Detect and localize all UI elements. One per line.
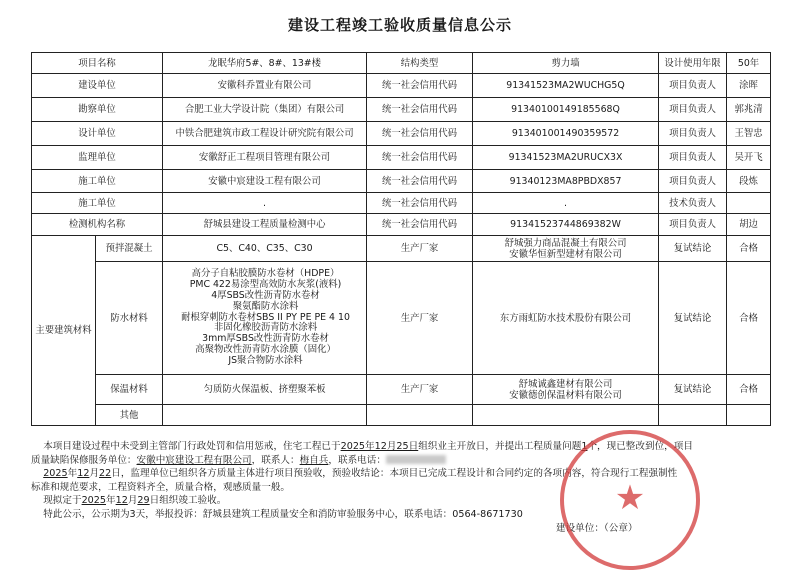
testing-code-label: 统一社会信用代码 (367, 214, 473, 236)
accept-day: 29 (137, 495, 150, 507)
result-value (727, 405, 771, 426)
note-line-4: 标准和规范要求，工程资料齐全，质量合格，观感质量一般。 (31, 481, 291, 493)
spec-line: 聚氨酯防水涂料 (232, 300, 299, 312)
material-spec: C5、C40、C35、C30 (163, 236, 367, 262)
supervision-code: 91341523MA2URUCX3X (473, 146, 659, 170)
note-text: 年 (67, 468, 78, 480)
row-project (32, 53, 771, 74)
spec-line: 耐根穿刺防水卷材SBS II PY PE PE 4 10 (181, 311, 350, 323)
supervision-label: 监理单位 (32, 146, 163, 170)
material-label: 防水材料 (96, 262, 163, 375)
note-text: 个，现已整改到位，项目 (587, 441, 693, 452)
maker-cell (473, 236, 659, 262)
construction-label: 施工单位 (32, 170, 163, 193)
pre-accept-month: 12 (77, 468, 90, 480)
life-label: 设计使用年限 (659, 53, 727, 74)
spec-line: 高聚物改性沥青防水涂膜（固化） (195, 343, 336, 355)
row-waterproof (32, 262, 771, 375)
note-text: 质量缺陷保修服务单位： (31, 454, 137, 466)
row-design (32, 122, 771, 146)
maker-label (367, 405, 473, 426)
builder-unit: 安徽科乔置业有限公司 (163, 74, 367, 98)
survey-label: 勘察单位 (32, 98, 163, 122)
spec-line: 非固化橡胶沥青防水涂料 (213, 322, 318, 334)
note-text: 现拟定于 (43, 495, 82, 507)
note-text: ，联系电话： (328, 454, 386, 466)
life-value: 50年 (727, 53, 771, 74)
builder-code-label: 统一社会信用代码 (367, 74, 473, 98)
builder-person: 涂晖 (727, 74, 771, 98)
supervision-person: 吴开飞 (727, 146, 771, 170)
testing-person-label: 项目负责人 (659, 214, 727, 236)
design-code: 913401001490359572 (473, 122, 659, 146)
supervision-unit: 安徽舒正工程项目管理有限公司 (163, 146, 367, 170)
row-construction-2 (32, 193, 771, 214)
builder-label: 建设单位 (32, 74, 163, 98)
note-text: ，联系人： (251, 454, 300, 466)
row-builder (32, 74, 771, 98)
row-construction (32, 170, 771, 193)
builder-person-label: 项目负责人 (659, 74, 727, 98)
spec-line: 高分子自粘胶膜防水卷材（HDPE） (191, 268, 340, 280)
survey-person-label: 项目负责人 (659, 98, 727, 122)
material-label: 保温材料 (96, 375, 163, 405)
seal-star-icon: ★ (614, 478, 646, 518)
contact-person: 梅自兵 (299, 454, 329, 466)
accept-year: 2025 (81, 495, 106, 507)
testing-person: 胡边 (727, 214, 771, 236)
spec-line: JS聚合物防水涂料 (228, 354, 303, 366)
testing-unit: 舒城县建设工程质量检测中心 (163, 214, 367, 236)
note-text: 月 (89, 468, 100, 480)
spec-line: PMC 422易涂型高效防水灰浆(液料) (189, 279, 342, 291)
issue-count: 1 (581, 441, 588, 452)
note-text: 日，监理单位已组织各方质量主体进行项目预验收，预验收结论：本项目已完成工程设计和合同约定的各项内容，符合现行工程强制性 (111, 468, 678, 480)
testing-code: 91341523744869382W (473, 214, 659, 236)
note-text: 特此公示，公示期为3天，举报投诉：舒城县建筑工程质量安全和消防审验服务中心，联系电话：0564-8671730 (43, 508, 523, 520)
redacted-phone (386, 455, 446, 464)
note-text: 月 (127, 495, 138, 507)
company-seal (560, 430, 700, 570)
material-spec-list (163, 262, 367, 375)
result-label: 复试结论 (659, 236, 727, 262)
result-value: 合格 (727, 236, 771, 262)
row-other (32, 405, 771, 426)
construction-person-label: 项目负责人 (659, 170, 727, 193)
result-label: 复试结论 (659, 375, 727, 405)
construction-code: 91340123MA8PBDX857 (473, 170, 659, 193)
construction2-person-label: 技术负责人 (659, 193, 727, 214)
construction2-code: . (473, 193, 659, 214)
pre-accept-day: 22 (99, 468, 112, 480)
spec-line: 3mm厚SBS改性沥青防水卷材 (202, 333, 329, 345)
spec-line: 4厚SBS改性沥青防水卷材 (211, 290, 320, 301)
maker-cell (473, 375, 659, 405)
design-person-label: 项目负责人 (659, 122, 727, 146)
design-unit: 中铁合肥建筑市政工程设计研究院有限公司 (163, 122, 367, 146)
project-label: 项目名称 (32, 53, 163, 74)
survey-person: 郭兆清 (727, 98, 771, 122)
supervision-code-label: 统一社会信用代码 (367, 146, 473, 170)
maker-line: 安徽德创保温材料有限公司 (509, 389, 622, 401)
supervision-person-label: 项目负责人 (659, 146, 727, 170)
materials-group-label: 主要建筑材料 (32, 236, 96, 426)
design-label: 设计单位 (32, 122, 163, 146)
note-line-7: 建设单位：（公章） (556, 522, 638, 534)
maker-line: 舒城强力商品混凝土有限公司 (504, 237, 627, 249)
construction2-person (727, 193, 771, 214)
result-label (659, 405, 727, 426)
builder-code: 91341523MA2WUCHG5Q (473, 74, 659, 98)
survey-unit: 合肥工业大学设计院（集团）有限公司 (163, 98, 367, 122)
design-person: 王智忠 (727, 122, 771, 146)
row-supervision (32, 146, 771, 170)
construction2-label: 施工单位 (32, 193, 163, 214)
material-label: 预拌混凝土 (96, 236, 163, 262)
row-testing (32, 214, 771, 236)
struct-value: 剪力墙 (473, 53, 659, 74)
construction-person: 段炼 (727, 170, 771, 193)
warranty-unit: 安徽中宸建设工程有限公司 (136, 454, 252, 466)
info-table (31, 52, 771, 426)
open-day-date: 2025年12月25日 (340, 441, 419, 452)
struct-label: 结构类型 (367, 53, 473, 74)
note-text: 日组织竣工验收。 (149, 495, 227, 507)
maker-label: 生产厂家 (367, 262, 473, 375)
note-text: 组织业主开放日，并提出工程质量问题 (418, 441, 582, 452)
project-name: 龙眠华府5#、8#、13#楼 (163, 53, 367, 74)
row-concrete (32, 236, 771, 262)
maker-label: 生产厂家 (367, 236, 473, 262)
testing-label: 检测机构名称 (32, 214, 163, 236)
row-survey (32, 98, 771, 122)
page-title: 建设工程竣工验收质量信息公示 (287, 16, 512, 34)
maker-label: 生产厂家 (367, 375, 473, 405)
material-spec (163, 405, 367, 426)
maker-value (473, 405, 659, 426)
design-code-label: 统一社会信用代码 (367, 122, 473, 146)
result-value: 合格 (727, 262, 771, 375)
construction-unit: 安徽中宸建设工程有限公司 (163, 170, 367, 193)
material-spec: 匀质防火保温板、挤塑聚苯板 (163, 375, 367, 405)
material-label: 其他 (96, 405, 163, 426)
result-value: 合格 (727, 375, 771, 405)
row-insulation (32, 375, 771, 405)
result-label: 复试结论 (659, 262, 727, 375)
pre-accept-year: 2025 (43, 468, 68, 480)
maker-value: 东方雨虹防水技术股份有限公司 (473, 262, 659, 375)
accept-month: 12 (115, 495, 128, 507)
note-text: 年 (106, 495, 116, 507)
maker-line: 舒城诚鑫建材有限公司 (518, 378, 613, 390)
construction-code-label: 统一社会信用代码 (367, 170, 473, 193)
survey-code-label: 统一社会信用代码 (367, 98, 473, 122)
construction2-code-label: 统一社会信用代码 (367, 193, 473, 214)
maker-line: 安徽华恒新型建材有限公司 (509, 248, 622, 260)
construction2-unit: . (163, 193, 367, 214)
survey-code: 91340100149185568Q (473, 98, 659, 122)
note-text: 本项目建设过程中未受到主管部门行政处罚和信用惩戒，住宅工程已于 (43, 441, 341, 452)
